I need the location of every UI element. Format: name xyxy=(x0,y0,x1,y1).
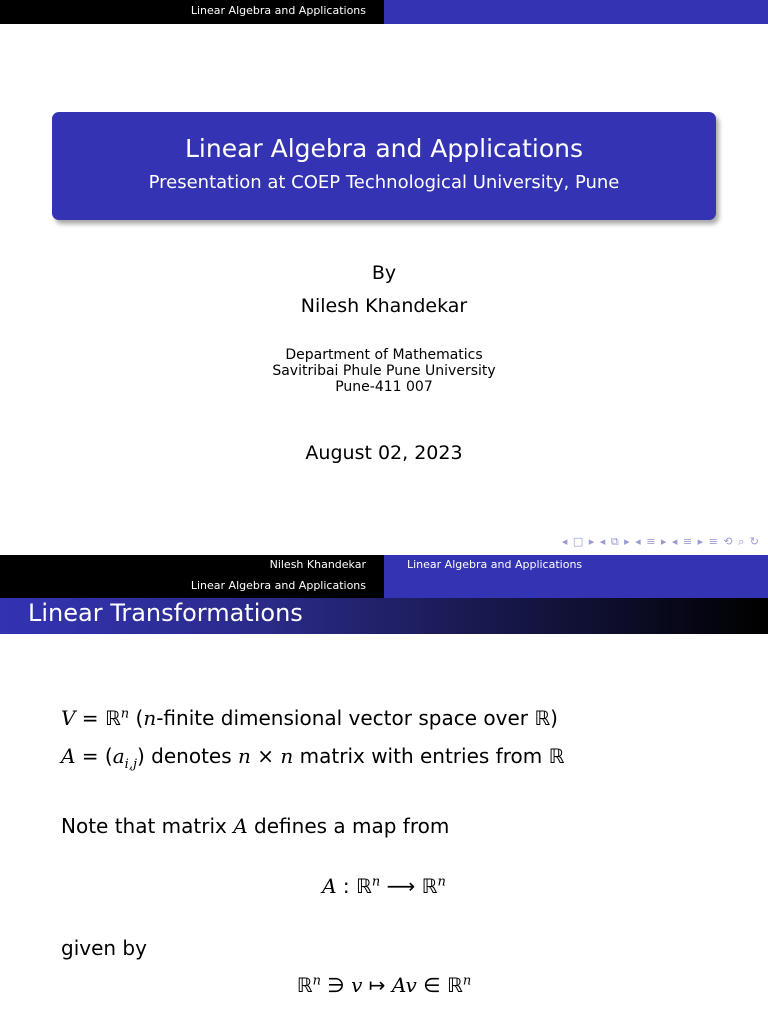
exponent-n: n xyxy=(437,874,446,890)
denotes-text: denotes xyxy=(144,744,239,768)
contains-sign: ∋ xyxy=(320,973,352,997)
by-label: By xyxy=(371,262,397,284)
open-paren: ( xyxy=(129,706,144,730)
title-box xyxy=(52,112,716,220)
institute-line: Savitribai Phule Pune University xyxy=(272,363,496,379)
footline-title: Linear Algebra and Applications xyxy=(407,558,583,571)
real-numbers-symbol: ℝ xyxy=(421,874,438,898)
subscript-ij: i,j xyxy=(124,757,137,772)
symbol-v: v xyxy=(351,973,363,997)
real-numbers-symbol: ℝ xyxy=(296,973,313,997)
real-numbers-symbol: ℝ xyxy=(447,973,463,997)
institute-line: Department of Mathematics xyxy=(285,347,483,363)
presentation-subtitle: Presentation at COEP Technological University, Pune xyxy=(148,172,620,193)
presentation-title: Linear Algebra and Applications xyxy=(184,134,584,163)
symbol-a-entry: a xyxy=(112,744,125,768)
footline-author: Nilesh Khandekar xyxy=(269,558,366,571)
matrix-text: matrix with entries from xyxy=(293,744,549,768)
definition-v-line xyxy=(61,706,558,730)
times-sign: × xyxy=(250,744,281,768)
exponent-n: n xyxy=(371,874,381,890)
close-paren: ) xyxy=(550,706,558,730)
real-numbers-symbol: ℝ xyxy=(548,744,565,768)
symbol-v: V xyxy=(61,706,76,730)
definition-text: -finite dimensional vector space over xyxy=(156,706,535,730)
footline-author-box xyxy=(0,555,384,575)
note-text: defines a map from xyxy=(247,814,450,838)
symbol-a: A xyxy=(233,814,248,838)
symbol-n: n xyxy=(280,744,294,768)
exponent-n: n xyxy=(462,973,472,989)
real-numbers-symbol: ℝ xyxy=(104,706,121,730)
note-line xyxy=(61,814,449,838)
institute-line: Pune-411 007 xyxy=(335,379,433,395)
element-of-sign: ∈ xyxy=(416,973,447,997)
exponent-n: n xyxy=(120,706,130,722)
note-text: Note that matrix xyxy=(61,814,234,838)
exponent-n: n xyxy=(312,973,321,989)
given-by-line: given by xyxy=(61,936,147,960)
symbol-n: n xyxy=(238,744,251,768)
frame-title: Linear Transformations xyxy=(28,599,303,627)
slide2-header-right xyxy=(384,575,768,598)
close-paren: ) xyxy=(137,744,145,768)
slide1-header-title: Linear Algebra and Applications xyxy=(190,4,366,17)
colon: : xyxy=(336,874,357,898)
footline-title-box xyxy=(384,555,768,575)
mapsto-arrow: ↦ xyxy=(362,973,392,997)
real-numbers-symbol: ℝ xyxy=(534,706,551,730)
equals-paren: = ( xyxy=(75,744,113,768)
map-display-equation xyxy=(0,874,768,898)
slide2-header-title: Linear Algebra and Applications xyxy=(190,579,366,592)
institute xyxy=(0,347,768,395)
mapping-display-equation xyxy=(0,973,768,997)
symbol-a: A xyxy=(61,744,76,768)
symbol-av: Av xyxy=(391,973,417,997)
symbol-a: A xyxy=(322,874,337,898)
equals-sign: = xyxy=(75,706,105,730)
slide1-header-left xyxy=(0,0,384,24)
author-name: Nilesh Khandekar xyxy=(300,295,468,317)
symbol-n: n xyxy=(143,706,157,730)
long-arrow: ⟶ xyxy=(380,874,422,898)
presentation-date: August 02, 2023 xyxy=(305,442,463,464)
slide1-header-right xyxy=(384,0,768,24)
beamer-navigation-icons[interactable]: ◂ □ ▸ ◂ ⧉ ▸ ◂ ≡ ▸ ◂ ≡ ▸ ≡ ⟲ ⌕ ↻ xyxy=(561,535,760,548)
slide2-header-left xyxy=(0,575,384,598)
definition-a-line xyxy=(61,744,564,772)
real-numbers-symbol: ℝ xyxy=(356,874,372,898)
